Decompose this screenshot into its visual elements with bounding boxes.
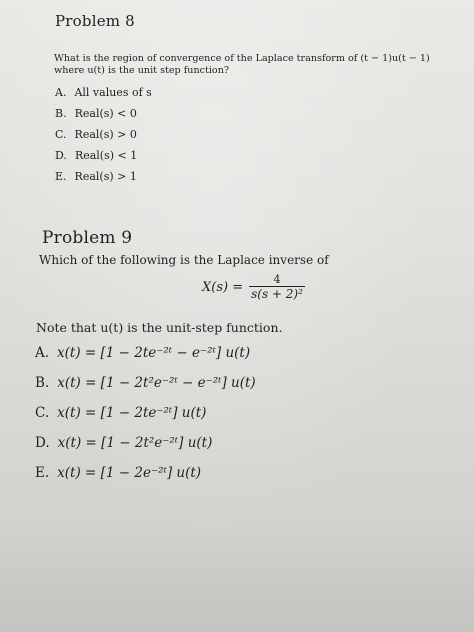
option-letter: A. (55, 86, 67, 99)
option-text: x(t) = [1 − 2e⁻²ᵗ] u(t) (57, 465, 202, 481)
problem-8-option-e (55, 170, 137, 183)
option-letter: C. (55, 128, 67, 141)
problem-8-option-c (55, 128, 137, 141)
fraction-denominator: s(s + 2)² (251, 287, 303, 301)
photo-shading (0, 520, 474, 632)
problem-9-option-b (35, 375, 256, 391)
problem-9-option-e (35, 465, 201, 481)
problem-9-note: Note that u(t) is the unit-step function. (36, 320, 283, 335)
option-letter: D. (35, 435, 50, 451)
fraction-numerator: 4 (273, 273, 281, 286)
option-text: All values of s (74, 86, 152, 99)
option-letter: B. (55, 107, 67, 120)
problem-9-title: Problem 9 (42, 228, 133, 248)
option-text: x(t) = [1 − 2te⁻²ᵗ − e⁻²ᵗ] u(t) (57, 345, 251, 361)
option-text: Real(s) < 1 (74, 149, 138, 162)
problem-9-option-a (35, 345, 250, 361)
problem-9-question: Which of the following is the Laplace inverse of (39, 253, 329, 267)
problem-8-option-d (55, 149, 137, 162)
option-letter: E. (35, 465, 50, 481)
option-letter: D. (55, 149, 67, 162)
problem-8-option-a (55, 86, 152, 99)
problem-8-question-line-1: What is the region of convergence of the Laplace transform of (t − 1)u(t − 1) (54, 53, 430, 64)
equation-lhs: X(s) = (202, 279, 244, 295)
option-letter: C. (35, 405, 50, 421)
option-text: x(t) = [1 − 2t²e⁻²ᵗ − e⁻²ᵗ] u(t) (57, 375, 256, 391)
option-letter: A. (35, 345, 50, 361)
option-text: Real(s) > 1 (74, 170, 137, 183)
option-text: x(t) = [1 − 2t²e⁻²ᵗ] u(t) (57, 435, 213, 451)
problem-8-title: Problem 8 (55, 12, 135, 30)
option-letter: E. (55, 170, 67, 183)
problem-8-question-line-2: where u(t) is the unit step function? (54, 65, 230, 76)
laplace-equation (202, 273, 305, 301)
equation-fraction (249, 273, 305, 301)
option-text: x(t) = [1 − 2te⁻²ᵗ] u(t) (57, 405, 207, 421)
problem-8-option-b (55, 107, 137, 120)
problem-9-option-d (35, 435, 212, 451)
problem-9-option-c (35, 405, 206, 421)
option-letter: B. (35, 375, 50, 391)
option-text: Real(s) > 0 (74, 128, 137, 141)
option-text: Real(s) < 0 (74, 107, 137, 120)
